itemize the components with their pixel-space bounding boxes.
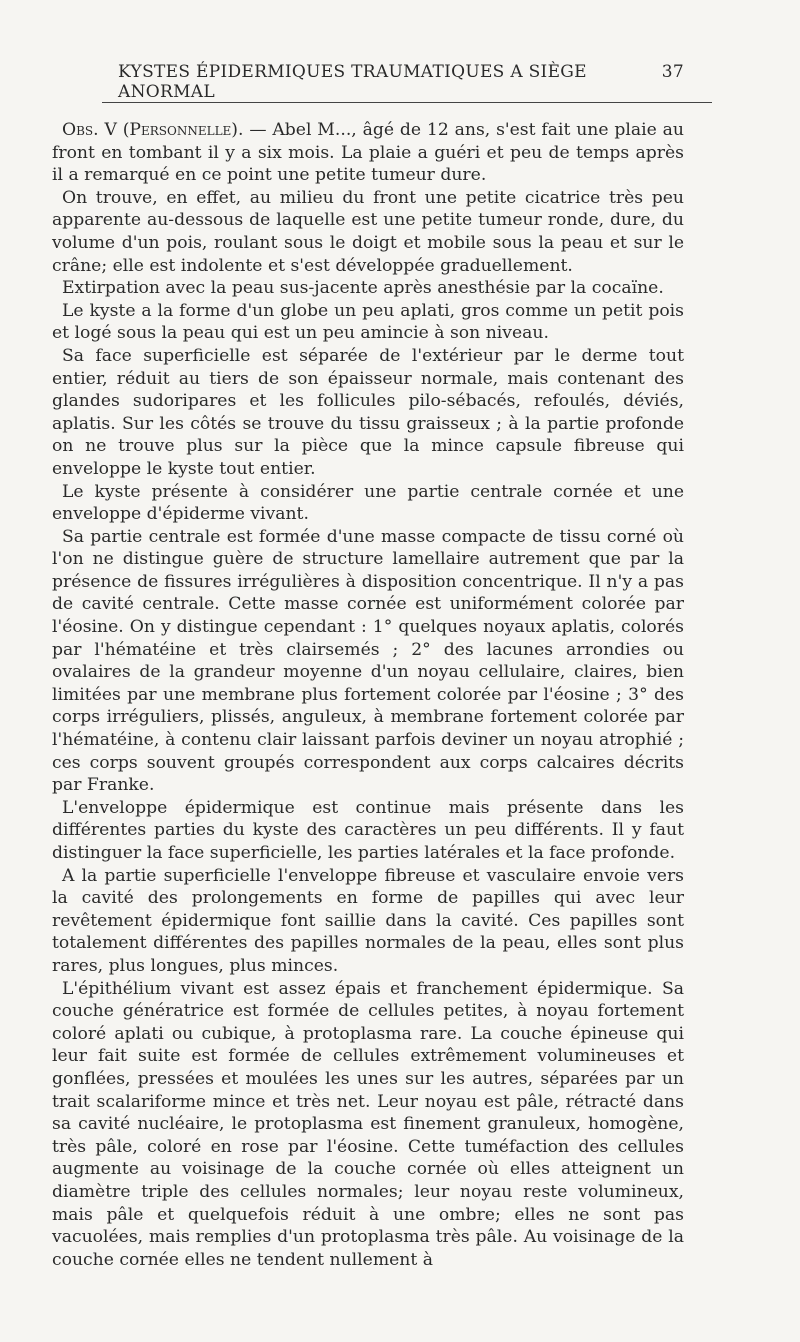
paragraph: A la partie superficielle l'enveloppe fibreuse et vasculaire envoie vers la cavité des prolongements en forme de papilles qui avec leur revêtement épidermique font saillie dans la cavité. Ces papilles sont totalement différentes des papilles normales de la peau, elles sont plus rares, plus longues, plus minces.: [52, 865, 684, 976]
paragraph: On trouve, en effet, au milieu du front une petite cicatrice très peu apparente au-dessous de laquelle est une petite tumeur ronde, dure, du volume d'un pois, roulant sous le doigt et mobile sous la peau et sur le crâne; elle est indolente et s'est développée graduellement.: [52, 187, 684, 276]
paragraph: Sa face superficielle est séparée de l'extérieur par le derme tout entier, réduit au tiers de son épaisseur normale, mais contenant des glandes sudoripares et les follicules pilo-sébacés, refoulés, déviés, aplatis. Sur les côtés se trouve du tissu graisseux ; à la partie profonde on ne trouve plus sur la pièce que la mince capsule fibreuse qui enveloppe le kyste tout entier.: [52, 345, 684, 479]
body-text: [52, 119, 684, 1271]
page-number: 37: [661, 62, 684, 82]
observation-label: Obs. V (Personnelle).: [62, 120, 244, 140]
paragraph: Le kyste présente à considérer une partie centrale cornée et une enveloppe d'épiderme vivant.: [52, 481, 684, 525]
observation-intro: — Abel M..., âgé de 12 ans, s'est fait une plaie au front en tombant il y a six mois. La plaie a guéri et peu de temps après il a remarqué en ce point une petite tumeur dure.: [52, 120, 684, 186]
page: [52, 62, 684, 1271]
paragraph: Extirpation avec la peau sus-jacente après anesthésie par la cocaïne.: [62, 278, 664, 299]
header-rule: [102, 102, 712, 103]
running-title: KYSTES ÉPIDERMIQUES TRAUMATIQUES A SIÈGE ANORMAL: [118, 62, 587, 102]
observation-paragraph: [52, 119, 684, 187]
paragraph: L'épithélium vivant est assez épais et franchement épidermique. Sa couche génératrice est formée de cellules petites, à noyau fortement coloré aplati ou cubique, à protoplasma rare. La couche épineuse qui leur fait suite est formée de cellules extrêmement volumineuses et gonflées, pressées et moulées les unes sur les autres, séparées par un trait scalariforme mince et très net. Leur noyau est pâle, rétracté dans sa cavité nucléaire, le protoplasma est finement granuleux, homogène, très pâle, coloré en rose par l'éosine. Cette tuméfaction des cellules augmente au voisinage de la couche cornée où elles atteignent un diamètre triple des cellules normales; leur noyau reste volumineux, mais pâle et quelquefois réduit à une ombre; elles ne sont pas vacuolées, mais remplies d'un protoplasma très pâle. Au voisinage de la couche cornée elles ne tendent nullement à: [52, 978, 684, 1270]
paragraph: L'enveloppe épidermique est continue mais présente dans les différentes parties du kyste des caractères un peu différents. Il y faut distinguer la face superficielle, les parties latérales et la face profonde.: [52, 797, 684, 863]
paragraph: Le kyste a la forme d'un globe un peu aplati, gros comme un petit pois et logé sous la peau qui est un peu amincie à son niveau.: [52, 300, 684, 344]
running-head: [52, 62, 684, 102]
paragraph: Sa partie centrale est formée d'une masse compacte de tissu corné où l'on ne distingue guère de structure lamellaire autrement que par la présence de fissures irrégulières à disposition concentrique. Il n'y a pas de cavité centrale. Cette masse cornée est uniformément colorée par l'éosine. On y distingue cependant : 1° quelques noyaux aplatis, colorés par l'hématéine et très clairsemés ; 2° des lacunes arrondies ou ovalaires de la grandeur moyenne d'un noyau cellulaire, claires, bien limitées par une membrane plus fortement colorée par l'éosine ; 3° des corps irréguliers, plissés, anguleux, à membrane fortement colorée par l'hématéine, à contenu clair laissant parfois deviner un noyau atrophié ; ces corps souvent groupés correspondent aux corps calcaires décrits par Franke.: [52, 526, 684, 796]
